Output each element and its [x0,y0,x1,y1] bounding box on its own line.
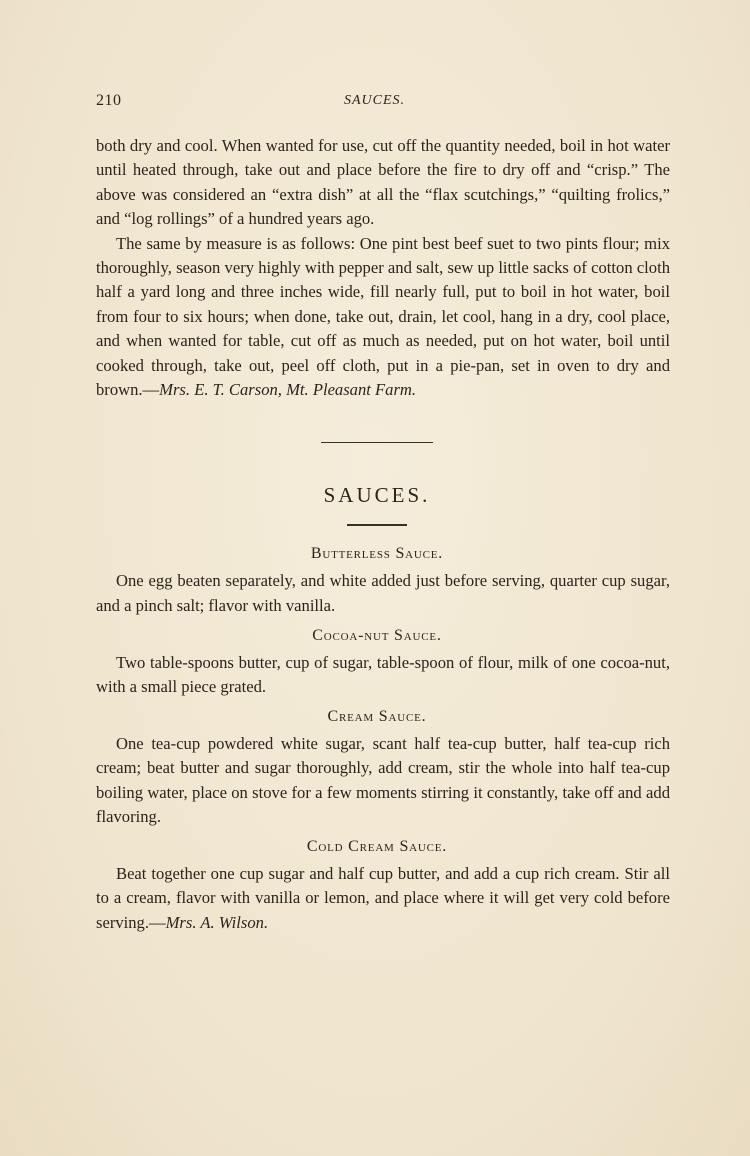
recipe-title-butterless-sauce: Butterless Sauce. [310,545,444,563]
recipe-body: Beat together one cup sugar and half cup butter, and add a cup rich cream. Stir all to a cream, flavor with vanilla or lemon, and place where it will get very cold before serving.— [96,864,670,932]
measure-paragraph [96,232,670,403]
recipe-text-cold-cream-sauce [96,862,670,935]
continued-paragraph: both dry and cool. When wanted for use, cut off the quantity needed, boil in hot water until heated through, take out and place before the fire to dry off and “crisp.” The above was considered an “extra dish” at all the “flax scutchings,” “quilting frolics,” and “log rollings” of a hundred years ago. [96,136,670,229]
continued-recipe-text [96,134,670,402]
section-divider [321,442,433,443]
recipe-text-butterless-sauce [96,569,670,617]
recipe-body: One tea-cup powdered white sugar, scant half tea-cup butter, half tea-cup rich cream; beat butter and sugar thoroughly, add cream, stir the whole into half tea-cup boiling water, place on stove for a few moments stirring it constantly, take off and add flavoring. [96,734,670,826]
recipe-body: Two table-spoons butter, cup of sugar, table-spoon of flour, milk of one cocoa-nut, with a small piece grated. [96,652,670,697]
recipe-body: One egg beaten separately, and white added just before serving, quarter cup sugar, and a pinch salt; flavor with vanilla. [96,571,670,615]
running-header [96,88,670,114]
recipe-title-cold-cream-sauce: Cold Cream Sauce. [306,838,448,856]
page-number: 210 [96,92,122,109]
page-content [96,88,670,935]
running-title: SAUCES. [344,93,406,108]
recipe-title-cream-sauce: Cream Sauce. [327,708,427,726]
recipe-title-cocoa-nut-sauce: Cocoa-nut Sauce. [312,626,442,644]
title-underline [347,524,407,526]
recipe-attribution: Mrs. E. T. Carson, Mt. Pleasant Farm. [159,380,417,400]
recipe-text-cream-sauce [96,732,670,829]
measure-paragraph-text: The same by measure is as follows: One pint best beef suet to two pints flour; mix thoroughly, season very highly with pepper and salt, sew up little sacks of cotton cloth half a yard long and three inches wide, fill nearly full, put to boil in hot water, boil from four to six hours; when done, take out, drain, let cool, hang in a dry, cool place, and when wanted for table, cut off as much as needed, put on hot water, boil until cooked through, take out, peel off cloth, put in a pie-pan, set in oven to dry and brown.— [96,233,670,400]
recipe-text-cocoa-nut-sauce [96,651,670,699]
recipe-attribution: Mrs. A. Wilson. [165,912,269,932]
section-title: SAUCES. [323,483,431,508]
